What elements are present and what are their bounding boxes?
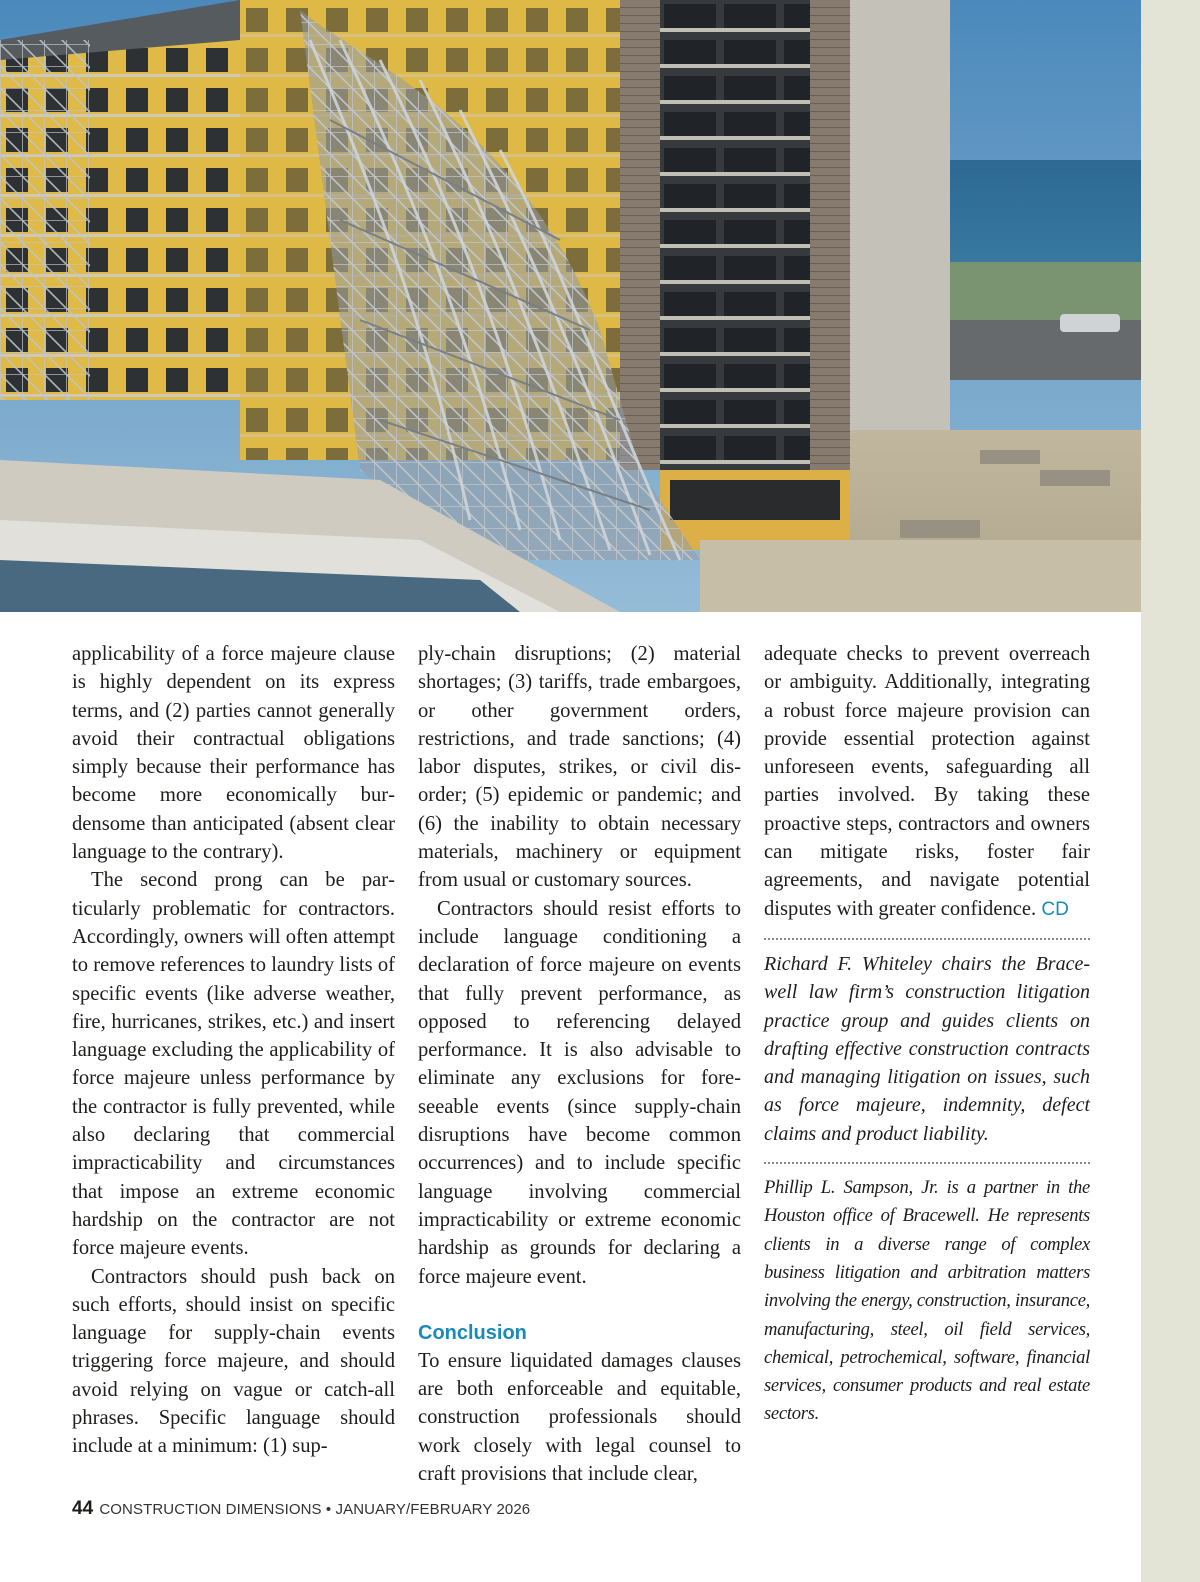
article-column-3	[764, 640, 1090, 1429]
paragraph	[764, 640, 1090, 924]
page-number: 44	[72, 1498, 94, 1519]
side-margin-strip	[1141, 0, 1200, 1582]
author-bio-sampson: Phillip L. Sampson, Jr. is a partner in the Houston office of Bracewell. He represents clients in a diverse range of complex business litigation and arbitration matters involving the energy, construction, insurance, manufacturing, steel, oil field services, chemical, petrochemical, software, financial services, consumer products and real estate sectors.	[764, 1177, 1090, 1425]
section-heading-conclusion: Conclusion	[418, 1321, 527, 1344]
construction-photo	[0, 0, 1141, 612]
collapsed-scaffolding-image	[0, 0, 1141, 612]
page-footer	[72, 1498, 530, 1520]
dotted-divider	[764, 1162, 1090, 1164]
paragraph: Contractors should resist efforts to include language conditioning a declaration of force majeure on events that fully prevent performance, as opposed to referencing delayed performance. It is also advisable to eliminate any exclusions for foreseeable events (since supply-chain disruptions have become common occurrences) and to include specific language involving commercial impracticability or extreme economic hardship as grounds for declaring a force majeure event.	[418, 897, 741, 1288]
publication-line: CONSTRUCTION DIMENSIONS • JANUARY/FEBRUARY 2026	[99, 1501, 531, 1518]
paragraph: The second prong can be particularly problematic for contractors. Accordingly, owners will often attempt to remove references to laundry lists of specific events (like adverse weather, fire, hurricanes, strikes, etc.) and insert language excluding the applicability of force majeure unless performance by the contractor is fully prevented, while also declaring that commercial impracticability and circumstances that impose an extreme economic hardship on the contractor are not force majeure events.	[72, 869, 395, 1260]
end-mark: CD	[1041, 898, 1069, 920]
conclusion-text: adequate checks to prevent overreach or ambiguity. Additionally, integrating a robust force majeure provision can provide essential protection against unforeseen events, safeguarding all parties involved. By taking these proactive steps, contractors and owners can mitigate risks, foster fair agreements, and navigate potential disputes with greater confidence.	[764, 643, 1090, 920]
dotted-divider	[764, 938, 1090, 940]
paragraph: Contractors should push back on such efforts, should insist on specific language for supply-chain events triggering force majeure, and should avoid relying on vague or catch-all phrases. Specific language should include at a minimum: (1) sup-	[72, 1265, 395, 1458]
paragraph: applicability of a force majeure clause is highly dependent on its express terms, and (2) parties cannot generally avoid their contractual obligations simply because their performance has become more economically burdensome than anticipated (absent clear language to the contrary).	[72, 643, 395, 864]
paragraph: To ensure liquidated damages clauses are both enforceable and equitable, construction professionals should work closely with legal counsel to craft provisions that include clear,	[418, 1349, 741, 1486]
author-bio-whiteley: Richard F. Whiteley chairs the Bracewell law firm’s construction litigation practice group and guides clients on drafting effective construction contracts and managing litigation on issues, such as force majeure, indemnity, defect claims and product liability.	[764, 952, 1090, 1145]
paragraph: ply-chain disruptions; (2) material shortages; (3) tariffs, trade embargoes, or other government orders, restrictions, and trade sanctions; (4) labor disputes, strikes, or civil disorder; (5) epidemic or pandemic; and (6) the inability to obtain necessary materials, machinery or equipment from usual or customary sources.	[418, 643, 741, 892]
article-column-2	[418, 640, 741, 1488]
article-column-1	[72, 640, 395, 1461]
